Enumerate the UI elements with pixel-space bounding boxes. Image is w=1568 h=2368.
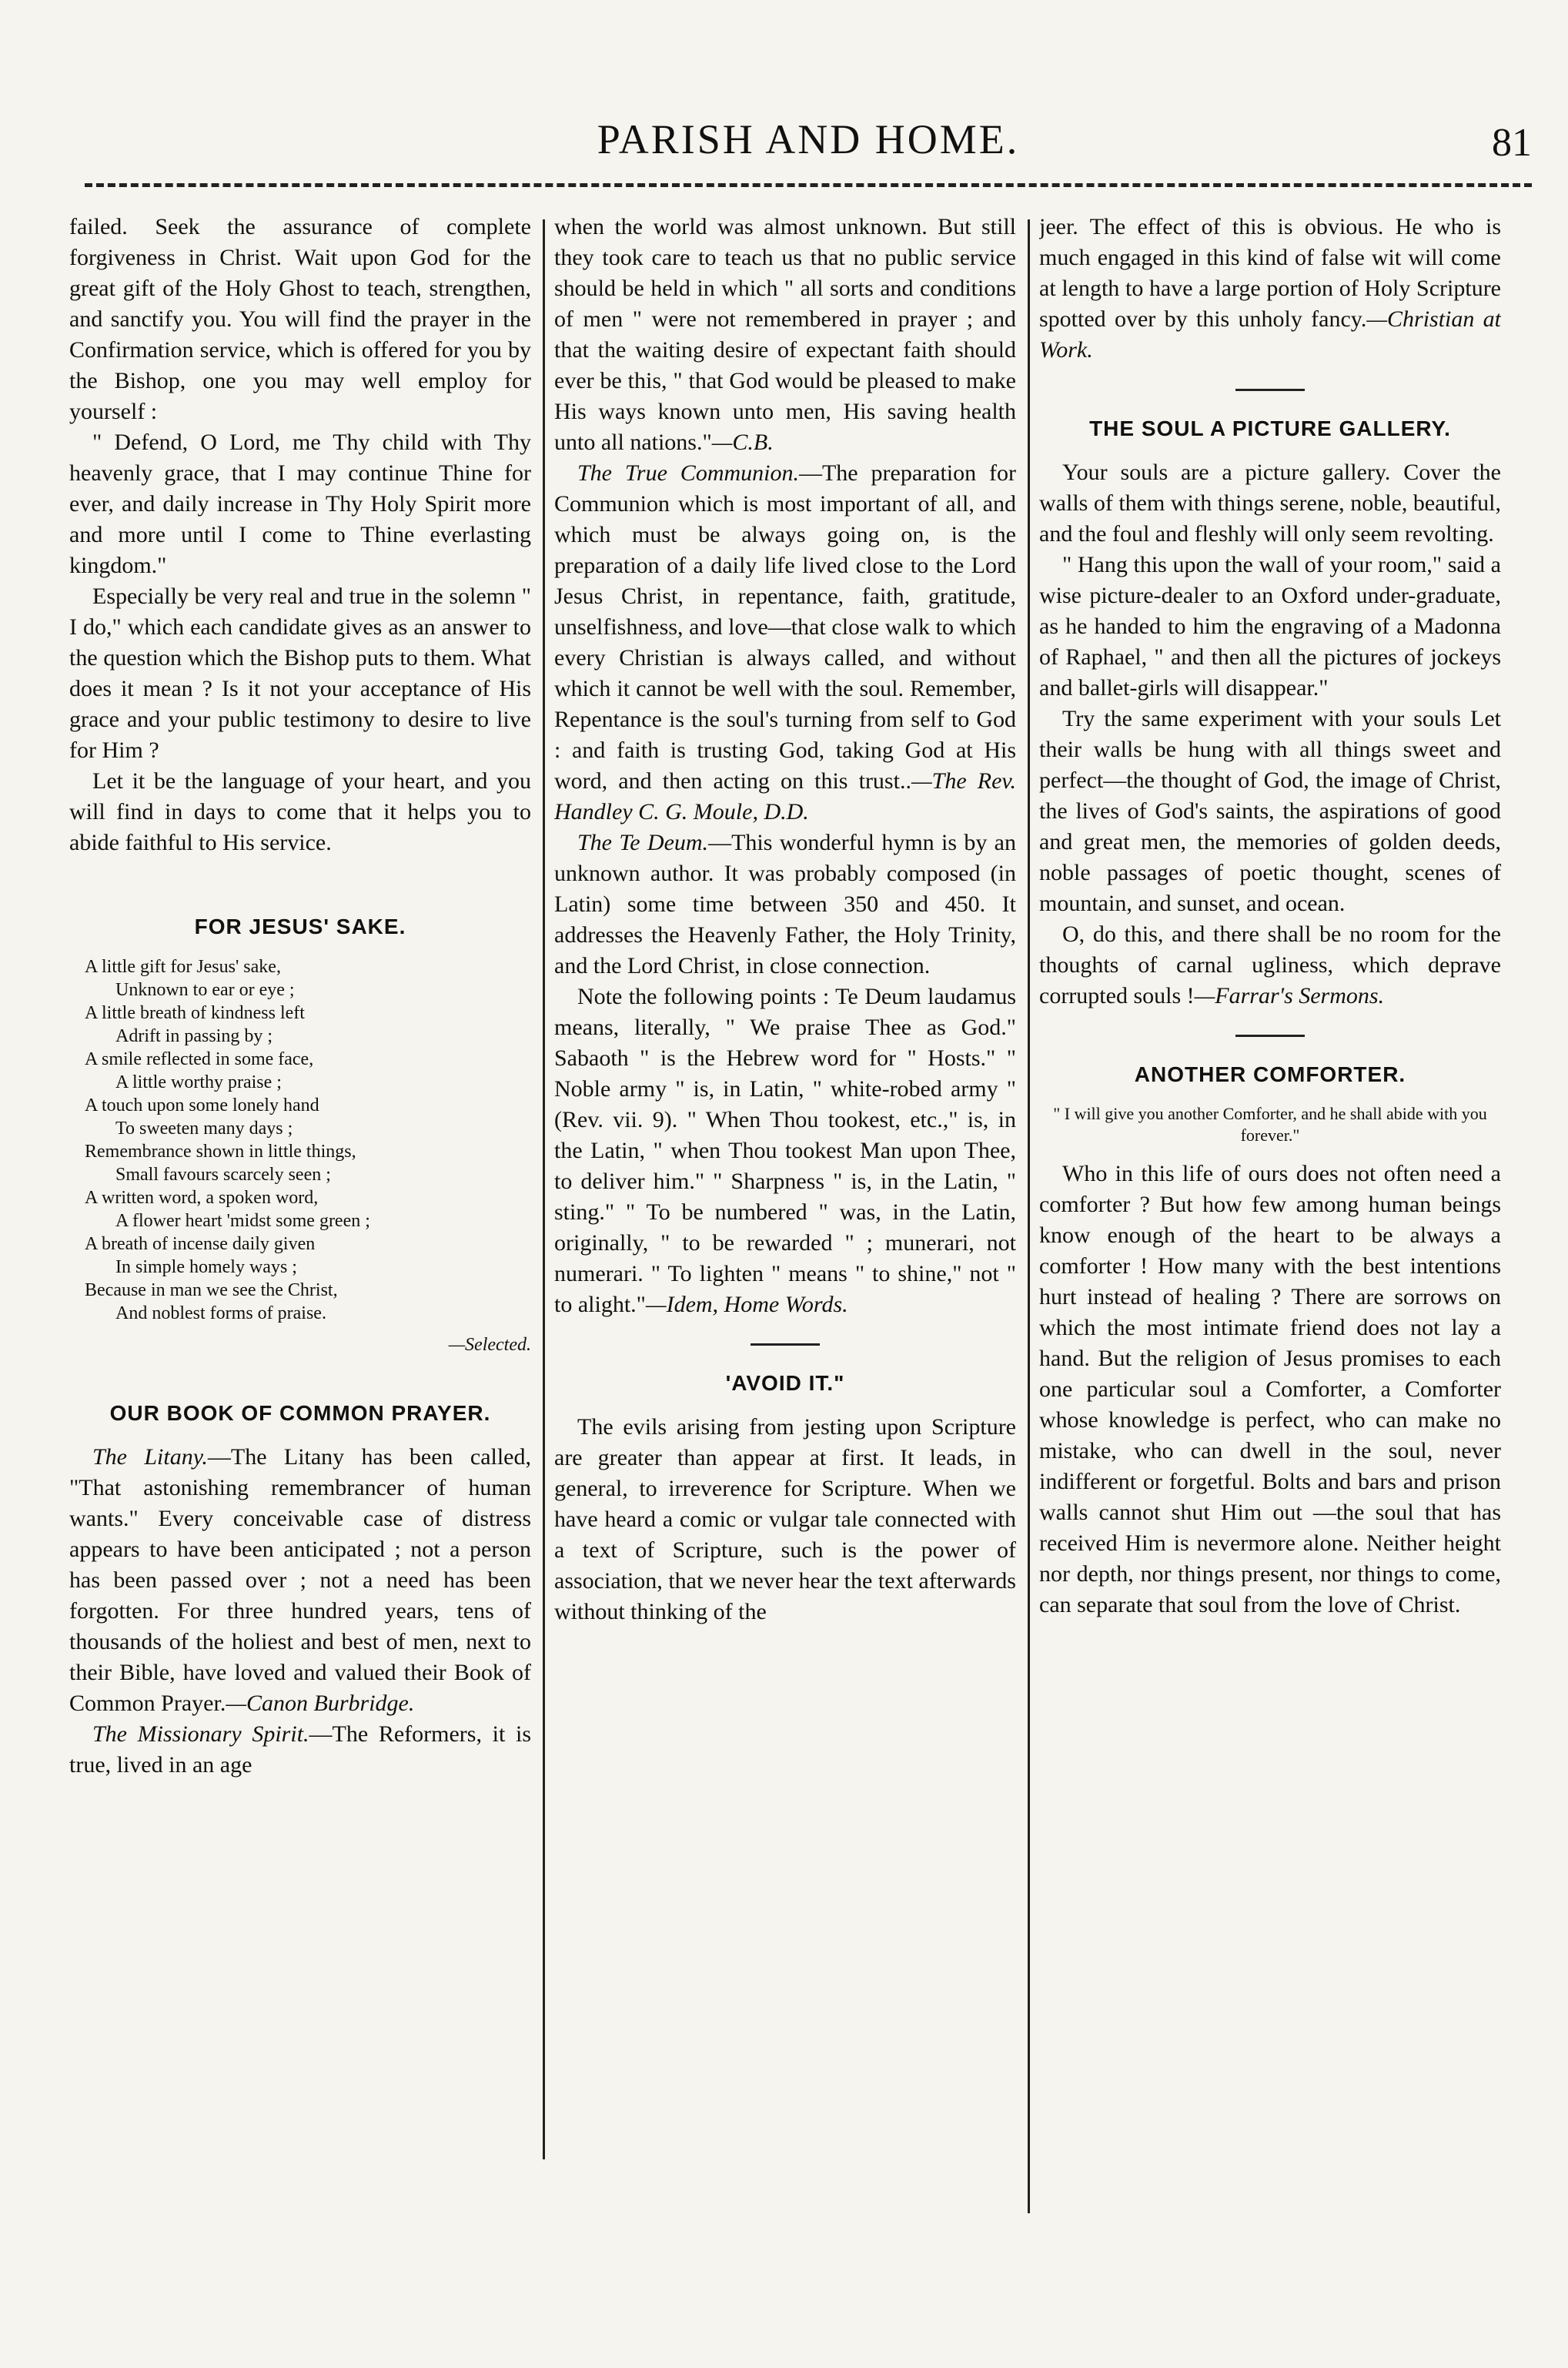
poem-line: A touch upon some lonely hand <box>85 1095 319 1115</box>
poem <box>85 955 531 1325</box>
paragraph: The evils arising from jesting upon Scripture are greater than appear at first. It leads, in general, to irreverence for Scripture. When we have heard a comic or vulgar tale connected with a text of Scripture, such is the power of association, that we never hear the text afterwards without thinking of the <box>554 1414 1016 1624</box>
poem-line: To sweeten many days ; <box>115 1119 293 1139</box>
paragraph: Try the same experiment with your souls Let their walls be hung with all things sweet and perfect—the thought of God, the image of Christ, the lives of God's saints, the aspirations of good and great men, the memories of golden deeds, noble passages of poetic thought, scenes of mountain, and sunset, and ocean. <box>1039 706 1501 916</box>
page-header <box>69 115 1532 192</box>
paragraph: " Hang this upon the wall of your room," said a wise picture-dealer to an Oxford under-graduate, as he handed to him the engraving of a Madonna of Raphael, " and then all the pictures of jockeys and ballet-girls will disappear." <box>1039 552 1501 701</box>
section-heading: ANOTHER COMFORTER. <box>1134 1062 1406 1086</box>
attribution: —Christian at Work. <box>1039 306 1501 363</box>
column-3 <box>1039 212 1501 2182</box>
paragraph: Note the following points : Te Deum laudamus means, literally, " We praise Thee as God." Sabaoth " is the Hebrew word for " Hosts." " Noble army " is, in Latin, " white-robed army " (Rev. vii. 9). " When Thou tookest, etc.," is, in the Latin, " when Thou tookest Man upon Thee, to deliver him." " Sharpness " is, in the Latin, " sting." " To be numbered " was, in the Latin, originally, " to be rewarded " ; munerari, not numerari. " To lighten " means " to shine," not " to alight." <box>554 984 1016 1317</box>
poem-line: Small favours scarcely seen ; <box>115 1165 331 1185</box>
paragraph: —The Reformers, it is true, lived in an age <box>69 1721 531 1778</box>
poem-line: And noblest forms of praise. <box>115 1303 326 1323</box>
paragraph: Let it be the language of your heart, and you will find in days to come that it helps you to abide faithful to His service. <box>69 768 531 855</box>
paragraph-lead: The Te Deum. <box>577 830 709 855</box>
poem-line: Unknown to ear or eye ; <box>115 980 295 1000</box>
section-heading: OUR BOOK OF COMMON PRAYER. <box>109 1401 491 1425</box>
section-divider <box>751 1343 820 1346</box>
paragraph: Especially be very real and true in the solemn " I do," which each candidate gives as an answer to the question which the Bishop puts to them. What does it mean ? Is it not your acceptance of His grace and your public testimony to desire to live for Him ? <box>69 584 531 763</box>
attribution: —Farrar's Sermons. <box>1194 983 1385 1008</box>
section-heading: THE SOUL A PICTURE GALLERY. <box>1089 416 1451 440</box>
attribution: —C.B. <box>711 430 774 455</box>
section-divider <box>1235 1035 1305 1037</box>
poem-line: Because in man we see the Christ, <box>85 1280 338 1300</box>
paragraph-lead: The True Communion. <box>577 460 799 486</box>
paragraph: Who in this life of ours does not often need a comforter ? But how few among human beings know enough of the heart to be always a comforter ! How many with the best intentions hurt instead of healing ? There are sorrows on which the most intimate friend does not lay a hand. But the religion of Jesus promises to each one particular soul a Comforter, a Comforter whose knowledge is perfect, who can make no mistake, who can dwell in the soul, never indifferent or forgetful. Bolts and bars and prison walls cannot shut Him out —the soul that has received Him is nevermore alone. Neither height nor depth, nor things present, nor things to come, can separate that soul from the love of Christ. <box>1039 1161 1501 1617</box>
paragraph: failed. Seek the assurance of complete forgiveness in Christ. Wait upon God for the great gift of the Holy Ghost to teach, strengthen, and sanctify you. You will find the prayer in the Confirmation service, which is offered for you by the Bishop, one you may well employ for yourself : <box>69 214 531 424</box>
epigraph: " I will give you another Comforter, and he shall abide with you forever." <box>1053 1104 1487 1145</box>
poem-line: Remembrance shown in little things, <box>85 1142 356 1162</box>
poem-line: A little gift for Jesus' sake, <box>85 957 281 977</box>
poem-line: A flower heart 'midst some green ; <box>115 1211 370 1231</box>
column-1 <box>69 212 531 2182</box>
column-2 <box>554 212 1016 2182</box>
poem-line: A little worthy praise ; <box>115 1072 282 1092</box>
section-heading: FOR JESUS' SAKE. <box>194 915 406 938</box>
header-rule <box>85 183 1532 187</box>
section-divider <box>1235 389 1305 391</box>
poem-line: A smile reflected in some face, <box>85 1049 314 1069</box>
column-divider <box>543 219 545 2159</box>
paragraph-lead: The Missionary Spirit. <box>92 1721 309 1747</box>
paragraph: —The Litany has been called, "That astonishing remembrancer of human wants." Every conceivable case of distress appears to have been anticipated ; not a person has been passed over ; not a need has been forgotten. For three hundred years, tens of thousands of the holiest and best of men, next to their Bible, have loved and valued their Book of Common Prayer. <box>69 1444 531 1716</box>
page-number: 81 <box>1492 121 1532 165</box>
paragraph: Your souls are a picture gallery. Cover the walls of them with things serene, noble, beautiful, and the foul and fleshly will only seem revolting. <box>1039 460 1501 547</box>
paragraph: when the world was almost unknown. But still they took care to teach us that no public service should be held in which " all sorts and conditions of men " were not remembered in prayer ; and that the waiting desire of expectant faith should ever be this, " that God would be pleased to make His ways known unto men, His saving health unto all nations." <box>554 214 1016 455</box>
attribution: —Canon Burbridge. <box>226 1691 415 1716</box>
paragraph: —This wonderful hymn is by an unknown author. It was probably composed (in Latin) some time between 350 and 450. It addresses the Heavenly Father, the Holy Trinity, and the Lord Christ, in close connection. <box>554 830 1016 978</box>
poem-line: A breath of incense daily given <box>85 1234 316 1254</box>
paragraph-lead: The Litany. <box>92 1444 208 1470</box>
paragraph: jeer. The effect of this is obvious. He who is much engaged in this kind of false wit will come at length to have a large portion of Holy Scripture spotted over by this unholy fancy. <box>1039 214 1501 332</box>
paragraph: O, do this, and there shall be no room for the thoughts of carnal ugliness, which deprave corrupted souls ! <box>1039 921 1501 1008</box>
paragraph: —The preparation for Communion which is most important of all, and which must be always going on, is the preparation of a daily life lived close to the Lord Jesus Christ, in repentance, faith, gratitude, unselfishness, and love—that close walk to which every Christian is always called, and without which it cannot be well with the soul. Remember, Repentance is the soul's turning from self to God : and faith is trusting God, taking God at His word, and then acting on this trust.. <box>554 460 1016 794</box>
attribution: —Idem, Home Words. <box>645 1292 848 1317</box>
page-title: PARISH AND HOME. <box>597 116 1020 162</box>
poem-line: A written word, a spoken word, <box>85 1188 319 1208</box>
column-divider <box>1028 219 1030 2213</box>
paragraph: " Defend, O Lord, me Thy child with Thy heavenly grace, that I may continue Thine for ever, and daily increase in Thy Holy Spirit more and more until I come to Thine everlasting kingdom." <box>69 430 531 578</box>
poem-line: A little breath of kindness left <box>85 1003 305 1023</box>
poem-line: In simple homely ways ; <box>115 1257 297 1277</box>
attribution: —Selected. <box>448 1335 531 1355</box>
poem-line: Adrift in passing by ; <box>115 1026 272 1046</box>
attribution: —The Rev. Handley C. G. Moule, D.D. <box>554 768 1016 824</box>
section-heading: 'AVOID IT." <box>725 1371 845 1395</box>
